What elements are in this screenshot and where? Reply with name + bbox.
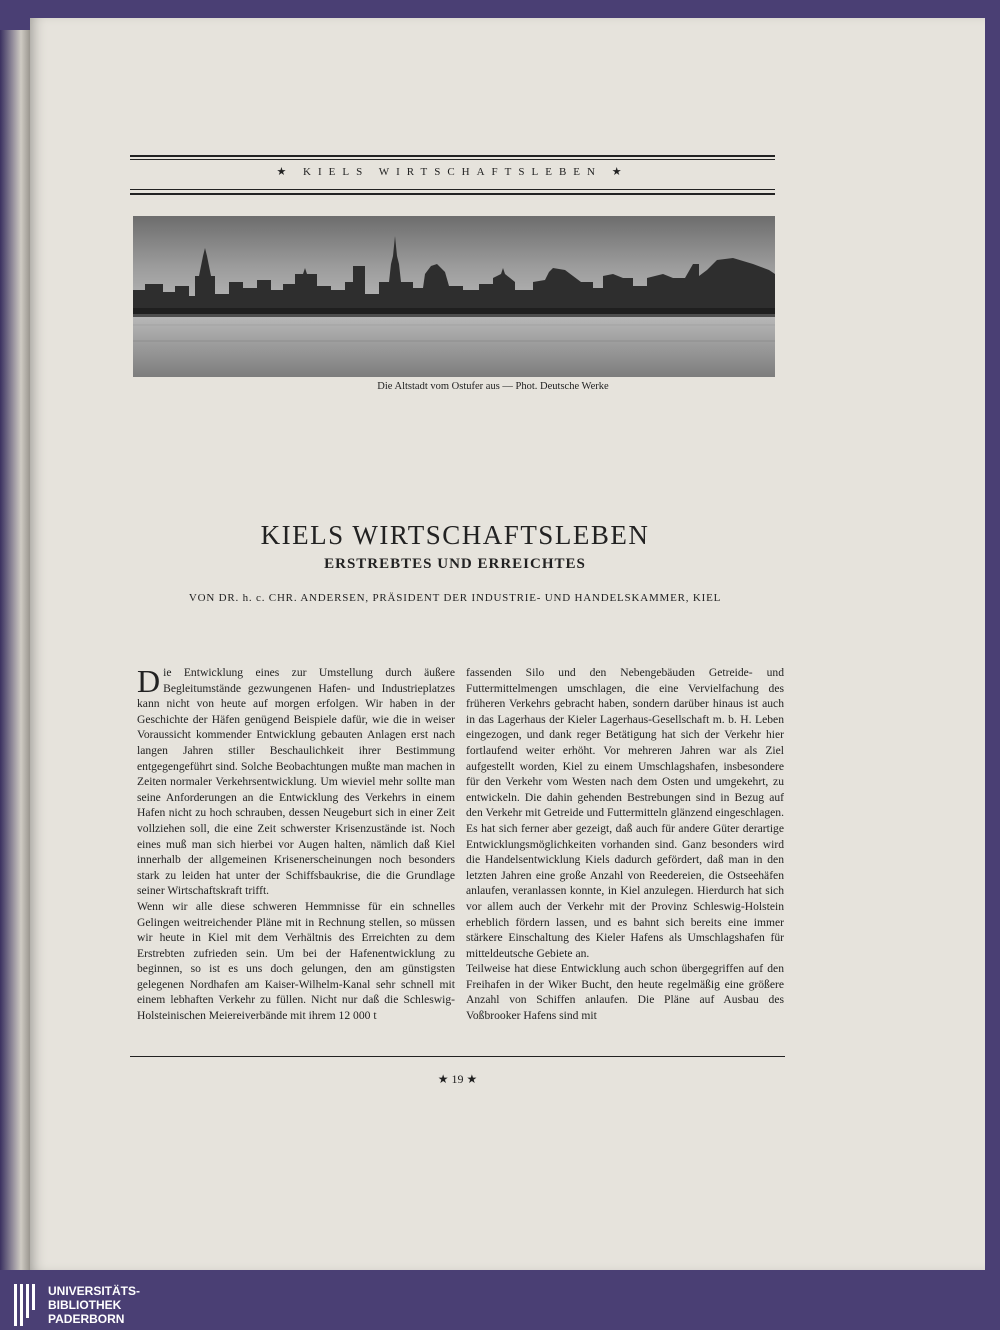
paragraph-text: ie Entwicklung eines zur Umstellung durch äußere Begleitumstände gezwungenen Hafen- und Industrieplatzes kann nicht von heute auf morgen erfolgen. Wir haben in der Geschichte der Häfen genügend Beispiele dafür, wie die in weiser Voraussicht kommender Entwicklung gebauten Anlagen erst nach langen Jahren stiller Beschaulichkeit ihrer Bestimmung entgegengeführt sind. Solche Beobachtungen mußte man machen in Zeiten normaler Verkehrsentwicklung. Um wieviel mehr sollte man seine Anforderungen an die Entwicklung des Verkehrs in einem Hafen nicht zu hoch schrauben, dessen Neugeburt sich in einer Zeit vollziehen soll, die eine Zeit schwerster Krisenzustände ist. Noch eines muß man sich hierbei vor Augen halten, nämlich daß Kiel innerhalb der allgemeinen Krisenerscheinungen noch besonders stark zu leiden hat unter der Schiffsbaukrise, die die Grundlage seiner Wirtschaftskraft trifft. — [137, 666, 455, 898]
text-column-left — [137, 665, 455, 1024]
rule-bottom-thin — [130, 189, 775, 190]
running-head — [130, 155, 775, 197]
rule-top-thin — [130, 159, 775, 160]
drop-cap: D — [137, 663, 161, 699]
photo-caption: Die Altstadt vom Ostufer aus — Phot. Deutsche Werke — [377, 381, 609, 392]
library-footer-bar — [0, 1280, 1000, 1330]
library-logo-icon — [14, 1284, 40, 1326]
article-byline: VON DR. h. c. CHR. ANDERSEN, PRÄSIDENT DER INDUSTRIE- UND HANDELSKAMMER, KIEL — [188, 592, 722, 604]
paragraph: fassenden Silo und den Nebengebäuden Getreide- und Futtermittelmengen umschlagen, die eine Vervielfachung des früheren Verkehrs gebracht haben, sondern darüber hinaus ist auch in das Lagerhaus der Kieler Lagerhaus-Gesellschaft m. b. H. Leben eingezogen, und dank reger Betätigung hat sich der Verkehr hier fortlaufend weiter erhöht. Vor mehreren Jahren war als Ziel aufgestellt worden, Kiel zu einem Umschlagshafen, insbesondere für den Verkehr vom Westen nach dem Osten und umgekehrt, zu entwickeln. Die dahin gehenden Bestrebungen sind in Bezug auf den Verkehr mit Getreide und Futtermitteln glänzend eingeschlagen. Es hat sich ferner aber gezeigt, daß auch für andere Güter derartige Entwicklungsmöglichkeiten vorhanden sind. Ganz besonders wird die Handelsentwicklung Kiels dadurch gefördert, daß man in den letzten Jahren eine große Anzahl von Reedereien, die Ostseehäfen anlaufen, veranlassen konnte, in Kiel anzulegen. Hierdurch hat sich vor allem auch der Verkehr mit der Provinz Schleswig-Holstein erheblich fördern lassen, und es bahnt sich bereits eine immer stärkere Einschaltung des Kieler Hafens als Umschlagshafen für mitteldeutsche Gebiete an. — [466, 666, 784, 960]
facing-page-edge — [0, 30, 30, 1270]
rule-bottom-thick — [130, 193, 775, 195]
paragraph: Wenn wir alle diese schweren Hemmnisse für ein schnelles Gelingen weitreichender Pläne mit in Rechnung stellen, so müssen wir heute in Kiel mit dem Verhältnis des Erreichten zu dem Erstrebten zufrieden sein. Um bei der Hafenentwicklung zu beginnen, so ist es uns doch gelungen, den am günstigsten gelegenen Nordhafen am Kaiser-Wilhelm-Kanal sehr schnell mit einem lebhaften Verkehr zu füllen. Nicht nur daß die Schleswig-Holsteinischen Meiereiverbände mit ihrem 12 000 t — [137, 899, 455, 1023]
logo-line: BIBLIOTHEK — [48, 1298, 122, 1312]
article-title: KIELS WIRTSCHAFTSLEBEN — [260, 520, 650, 550]
logo-line: PADERBORN — [48, 1312, 125, 1326]
paragraph — [137, 665, 455, 899]
paragraph: Teilweise hat diese Entwicklung auch schon übergegriffen auf den Freihafen in der Wiker Bucht, den heute regelmäßig eine größere Anzahl von Schiffen anlaufen. Die Pläne auf Ausbau des Voßbrooker Hafens sind mit — [466, 962, 784, 1023]
rule-top-thick — [130, 155, 775, 157]
page-number: ★ 19 ★ — [437, 1072, 478, 1086]
logo-line: UNIVERSITÄTS- — [48, 1284, 141, 1298]
bottom-rule — [130, 1056, 785, 1057]
kiel-skyline-photo — [133, 216, 775, 377]
text-column-right — [466, 665, 784, 1024]
library-logo-text — [48, 1284, 140, 1326]
running-head-text: ★ KIELS WIRTSCHAFTSLEBEN ★ — [276, 166, 629, 178]
article-subtitle: ERSTREBTES UND ERREICHTES — [324, 556, 586, 572]
